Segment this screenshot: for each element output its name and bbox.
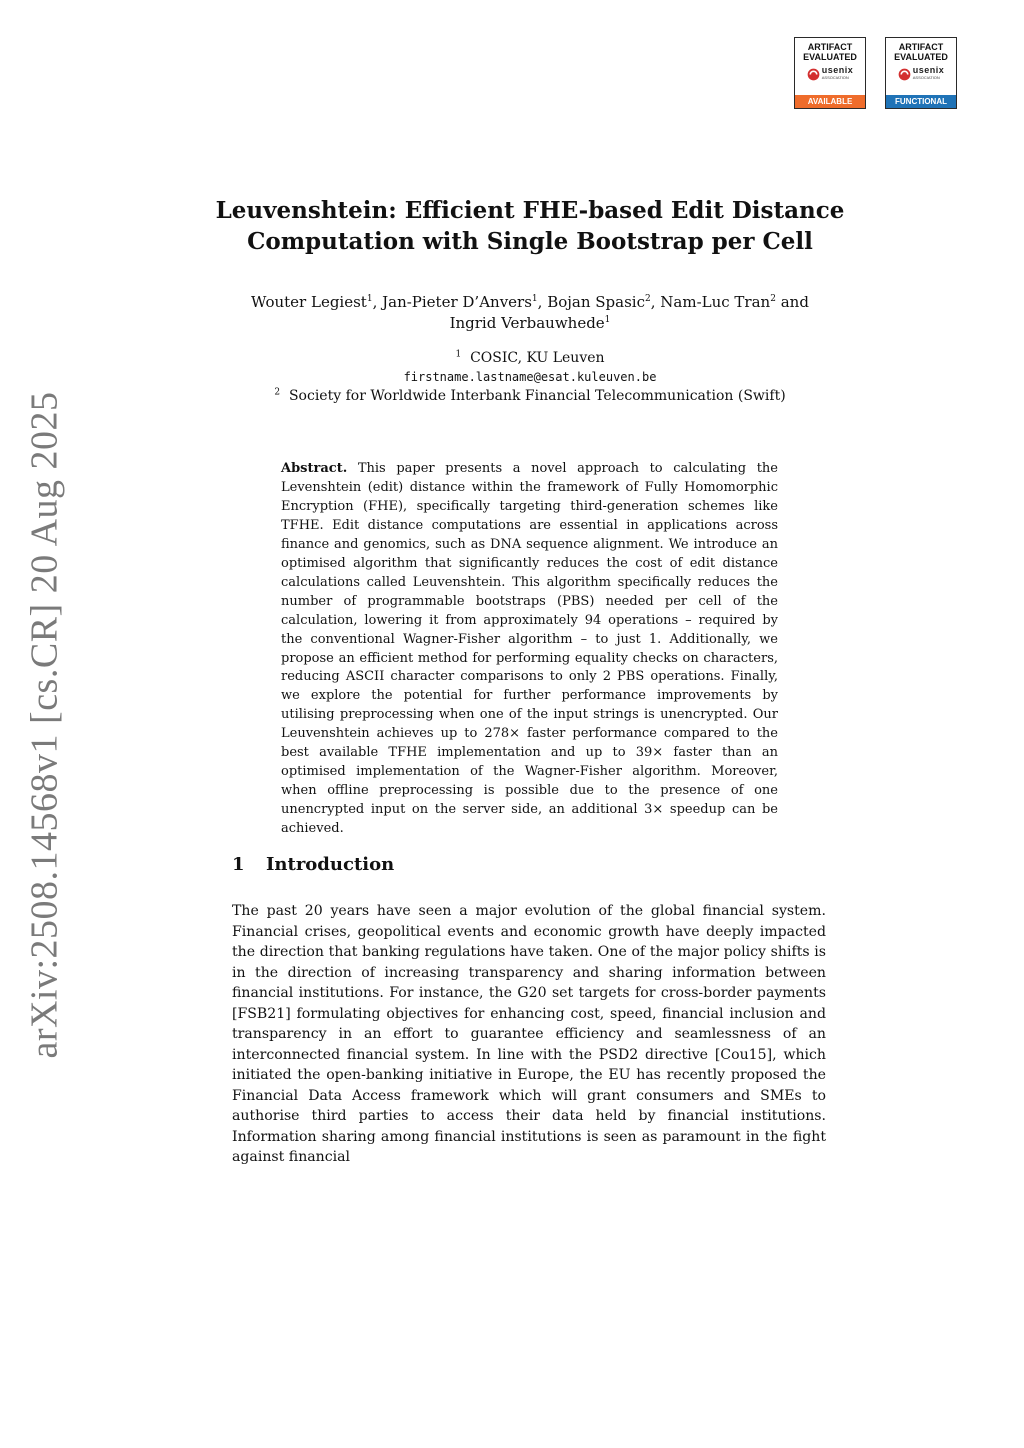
author-affil-mark: 2 <box>645 294 651 304</box>
section-number: 1 <box>232 854 245 875</box>
abstract-label: Abstract. <box>281 461 348 476</box>
author-list: Wouter Legiest$^1$, Jan-Pieter D’Anvers$^1$, Bojan Spasic$^2$, Nam-Luc Tran$^2$ and Ingrid Verbauwhede$^1$ <box>251 293 809 332</box>
affiliation-1-name: COSIC, KU Leuven <box>470 350 605 366</box>
author-affil-mark: 2 <box>770 294 776 304</box>
usenix-name: usenix <box>821 65 854 75</box>
title-line-1: Leuvenshtein: Efficient FHE-based Edit Distance <box>215 197 845 224</box>
section-heading <box>232 854 394 875</box>
abstract-text: This paper presents a novel approach to calculating the Levenshtein (edit) distance within the framework of Fully Homomorphic Encryption (FHE), specifically targeting third-generation schemes like TFHE. Edit distance computations are essential in applications across finance and genomics, such as DNA sequence alignment. We introduce an optimised algorithm that significantly reduces the cost of edit distance calculations called Leuvenshtein. This algorithm specifically reduces the number of programmable bootstraps (PBS) needed per cell of the calculation, lowering it from approximately 94 operations – required by the conventional Wagner-Fisher algorithm – to just 1. Additionally, we propose an efficient method for performing equality checks on characters, reducing ASCII character comparisons to only 2 PBS operations. Finally, we explore the potential for further performance improvements by utilising preprocessing when one of the input strings is unencrypted. Our Leuvenshtein achieves up to 278× faster performance compared to the best available TFHE implementation and up to 39× faster than an optimised implementation of the Wagner-Fisher algorithm. Moreover, when offline preprocessing is possible due to the presence of one unencrypted input on the server side, an additional 3× speedup can be achieved. <box>281 461 778 837</box>
author-name: Nam-Luc Tran <box>660 293 771 311</box>
artifact-badge-available <box>794 37 866 109</box>
badge-status-functional: FUNCTIONAL <box>886 95 956 108</box>
author-name: Bojan Spasic <box>547 293 645 311</box>
title-line-2: Computation with Single Bootstrap per Cell <box>247 228 813 255</box>
usenix-logo <box>886 64 956 84</box>
abstract <box>281 460 778 839</box>
affiliation-1-number: 1 <box>455 349 462 360</box>
author-conjunction: and <box>780 293 809 311</box>
affiliation-2 <box>200 387 860 406</box>
section-title: Introduction <box>266 854 395 875</box>
badge-line1: ARTIFACT <box>898 42 944 52</box>
usenix-association: ASSOCIATION <box>821 75 849 80</box>
affiliation-2-name: Society for Worldwide Interbank Financial Telecommunication (Swift) <box>288 388 786 404</box>
usenix-logo <box>795 64 865 84</box>
badge-status-available: AVAILABLE <box>795 95 865 108</box>
author-affil-mark: 1 <box>366 294 373 304</box>
affiliation-1 <box>200 349 860 368</box>
artifact-badge-functional <box>885 37 957 109</box>
usenix-name: usenix <box>912 65 945 75</box>
author-name: Jan-Pieter D’Anvers <box>382 293 532 311</box>
email-address: firstname.lastname@esat.kuleuven.be <box>403 370 657 384</box>
usenix-mark-icon <box>807 68 820 81</box>
paper-title <box>200 195 860 257</box>
author-affil-mark: 1 <box>531 294 538 304</box>
badge-line1: ARTIFACT <box>807 42 853 52</box>
arxiv-stamp <box>15 391 75 1059</box>
usenix-association: ASSOCIATION <box>912 75 940 80</box>
author-name: Ingrid Verbauwhede <box>449 314 605 332</box>
affiliations <box>200 349 860 406</box>
author-affil-mark: 1 <box>604 315 611 325</box>
badge-line2: EVALUATED <box>803 52 857 62</box>
intro-paragraph: The past 20 years have seen a major evolution of the global financial system. Financial crises, geopolitical events and economic growth have deeply impacted the direction that banking regulations have taken. One of the major policy shifts is in the direction of increasing transparency and sharing information between financial institutions. For instance, the G20 set targets for cross-border payments [FSB21] formulating objectives for enhancing cost, speed, financial inclusion and transparency in an effort to guarantee efficiency and seamlessness of an interconnected financial system. In line with the PSD2 directive [Cou15], which initiated the open-banking initiative in Europe, the EU has recently proposed the Financial Data Access framework which will grant consumers and SMEs to authorise third parties to access their data held by financial institutions. Information sharing among financial institutions is seen as paramount in the fight against financial <box>232 903 826 1165</box>
badge-line2: EVALUATED <box>894 52 948 62</box>
arxiv-stamp-text: arXiv:2508.14568v1 [cs.CR] 20 Aug 2025 <box>24 391 67 1059</box>
usenix-mark-icon <box>898 68 911 81</box>
affiliation-2-number: 2 <box>274 387 281 398</box>
author-name: Wouter Legiest <box>251 293 367 311</box>
